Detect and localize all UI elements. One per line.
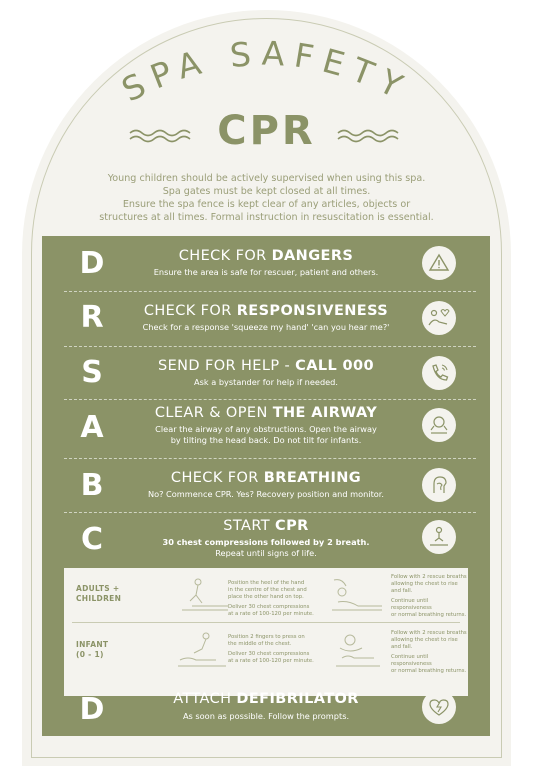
divider [64, 458, 476, 459]
divider [64, 399, 476, 400]
divider [64, 291, 476, 292]
step-description: As soon as possible. Follow the prompts. [182, 711, 350, 721]
step-letter: R [80, 300, 104, 335]
intro-line: Spa gates must be kept closed at all times. [162, 186, 371, 197]
step-title: CHECK FOR BREATHING [170, 470, 362, 486]
step-description: 30 chest compressions followed by 2 breath. Repeat until signs of life. [162, 537, 370, 558]
svg-text:SPA SAFETY [116, 34, 417, 110]
intro-text [60, 172, 473, 224]
step-description: Ensure the area is safe for rescuer, patient and others. [153, 267, 379, 277]
step-letter: S [81, 355, 103, 390]
adults-breath-text: Follow with 2 rescue breaths allowing the chest to rise and fall. Continue until responsiveness or normal breathing returns. [391, 574, 467, 618]
infant-label: INFANT (0 - 1) [76, 640, 109, 659]
main-title: CPR [217, 108, 316, 154]
step-letter: A [80, 410, 104, 445]
intro-line: structures at all times. Formal instruction in resuscitation is essential. [99, 212, 434, 223]
cpr-technique-guide [64, 568, 468, 696]
airway-icon [422, 408, 456, 442]
step-letter: D [79, 246, 105, 281]
adult-rescue-breath-figure-icon [328, 576, 384, 616]
phone-icon [422, 356, 456, 390]
warning-icon [422, 246, 456, 280]
wave-right-icon [336, 126, 406, 144]
step-title: CHECK FOR DANGERS [178, 248, 354, 264]
adults-label: ADULTS + CHILDREN [76, 584, 122, 603]
defibrillator-icon [422, 690, 456, 724]
step-description: No? Commence CPR. Yes? Recovery position and monitor. [147, 489, 385, 499]
step-description: Ask a bystander for help if needed. [194, 377, 338, 387]
breathing-icon [422, 468, 456, 502]
step-title: SEND FOR HELP - CALL 000 [157, 358, 375, 374]
cpr-icon [422, 520, 456, 554]
step-letter: D [79, 692, 105, 727]
step-title: CLEAR & OPEN THE AIRWAY [154, 405, 378, 421]
infant-compression-figure-icon [172, 630, 232, 672]
step-description: Check for a response 'squeeze my hand' 'can you hear me?' [142, 322, 390, 332]
step-title: CHECK FOR RESPONSIVENESS [143, 303, 389, 319]
intro-line: Young children should be actively supervised when using this spa. [107, 173, 426, 184]
intro-line: Ensure the spa fence is kept clear of any articles, objects or [122, 199, 411, 210]
step-description: Clear the airway of any obstructions. Open the airway by tilting the head back. Do not tilt for infants. [155, 424, 377, 445]
responsiveness-icon [422, 301, 456, 335]
adults-compression-text: Position the heel of the hand in the centre of the chest and place the other hand on top. Deliver 30 chest compressions at a rate of 100-120 per minute. [228, 580, 314, 617]
guide-divider [72, 622, 460, 623]
drsabcd-panel [42, 236, 490, 736]
infant-compression-text: Position 2 fingers to press on the middle of the chest. Deliver 30 chest compressions at a rate of 100-120 per minute. [228, 634, 314, 664]
infant-breath-text: Follow with 2 rescue breaths allowing the chest to rise and fall. Continue until responsiveness or normal breathing returns. [391, 630, 467, 674]
infant-rescue-breath-figure-icon [328, 628, 384, 672]
adult-compression-figure-icon [172, 576, 232, 616]
arc-title-text: SPA SAFETY [115, 33, 417, 110]
step-letter: B [80, 468, 104, 503]
step-letter: C [80, 522, 104, 557]
step-title: ATTACH DEFIBRILATOR [173, 691, 359, 707]
divider [64, 346, 476, 347]
step-title: START CPR [223, 518, 309, 534]
divider [64, 512, 476, 513]
